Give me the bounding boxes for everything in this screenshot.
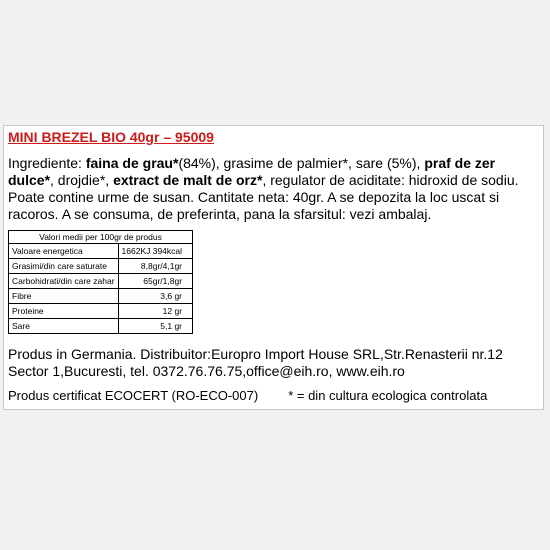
nutrition-row bbox=[9, 259, 193, 274]
ingredients-intro: Ingrediente: bbox=[8, 155, 86, 171]
nutrition-header: Valori medii per 100gr de produs bbox=[9, 231, 193, 244]
nutrition-row bbox=[9, 304, 193, 319]
product-title: MINI BREZEL BIO 40gr – 95009 bbox=[8, 129, 214, 145]
nutrition-label: Fibre bbox=[9, 289, 119, 304]
nutrition-label: Grasimi/din care saturate bbox=[9, 259, 119, 274]
nutrition-table bbox=[8, 230, 193, 334]
producer-info: Produs in Germania. Distribuitor:Europro Import House SRL,Str.Renasterii nr.12 Sector 1,Bucuresti, tel. 0372.76.76.75,office@eih.ro, www.eih.ro bbox=[8, 346, 503, 379]
nutrition-value: 1662KJ 394kcal bbox=[118, 244, 193, 259]
nutrition-header-row bbox=[9, 231, 193, 244]
ingredients-text-2: , drojdie*, bbox=[50, 172, 114, 188]
certification-line bbox=[8, 388, 543, 404]
ingredient-whey: praf de zer dulce* bbox=[8, 155, 496, 188]
nutrition-label: Sare bbox=[9, 319, 119, 334]
nutrition-label: Carbohidrati/din care zahar bbox=[9, 274, 119, 289]
certification-text: Produs certificat ECOCERT (RO-ECO-007) bbox=[8, 388, 259, 403]
nutrition-label: Valoare energetica bbox=[9, 244, 119, 259]
nutrition-label: Proteine bbox=[9, 304, 119, 319]
nutrition-value: 65gr/1,8gr bbox=[118, 274, 193, 289]
nutrition-row bbox=[9, 244, 193, 259]
ingredients-text bbox=[8, 155, 543, 223]
ingredients-text-1: (84%), grasime de palmier*, sare (5%), bbox=[178, 155, 425, 171]
nutrition-value: 12 gr bbox=[118, 304, 193, 319]
nutrition-value: 5,1 gr bbox=[118, 319, 193, 334]
nutrition-row bbox=[9, 274, 193, 289]
product-label-card bbox=[3, 125, 544, 410]
nutrition-row bbox=[9, 319, 193, 334]
ingredient-malt: extract de malt de orz* bbox=[113, 172, 263, 188]
ingredients-text-3: , regulator de aciditate: hidroxid de sodiu. Poate contine urme de susan. Cantitate neta: 40gr. A se depozita la loc uscat si racoros. A se consuma, de preferinta, pana la sfarsitul: vezi ambalaj. bbox=[8, 172, 519, 222]
ingredient-flour: faina de grau* bbox=[85, 155, 179, 171]
nutrition-row bbox=[9, 289, 193, 304]
nutrition-value: 3,6 gr bbox=[118, 289, 193, 304]
certification-note: * = din cultura ecologica controlata bbox=[288, 388, 488, 403]
nutrition-value: 8,8gr/4,1gr bbox=[118, 259, 193, 274]
